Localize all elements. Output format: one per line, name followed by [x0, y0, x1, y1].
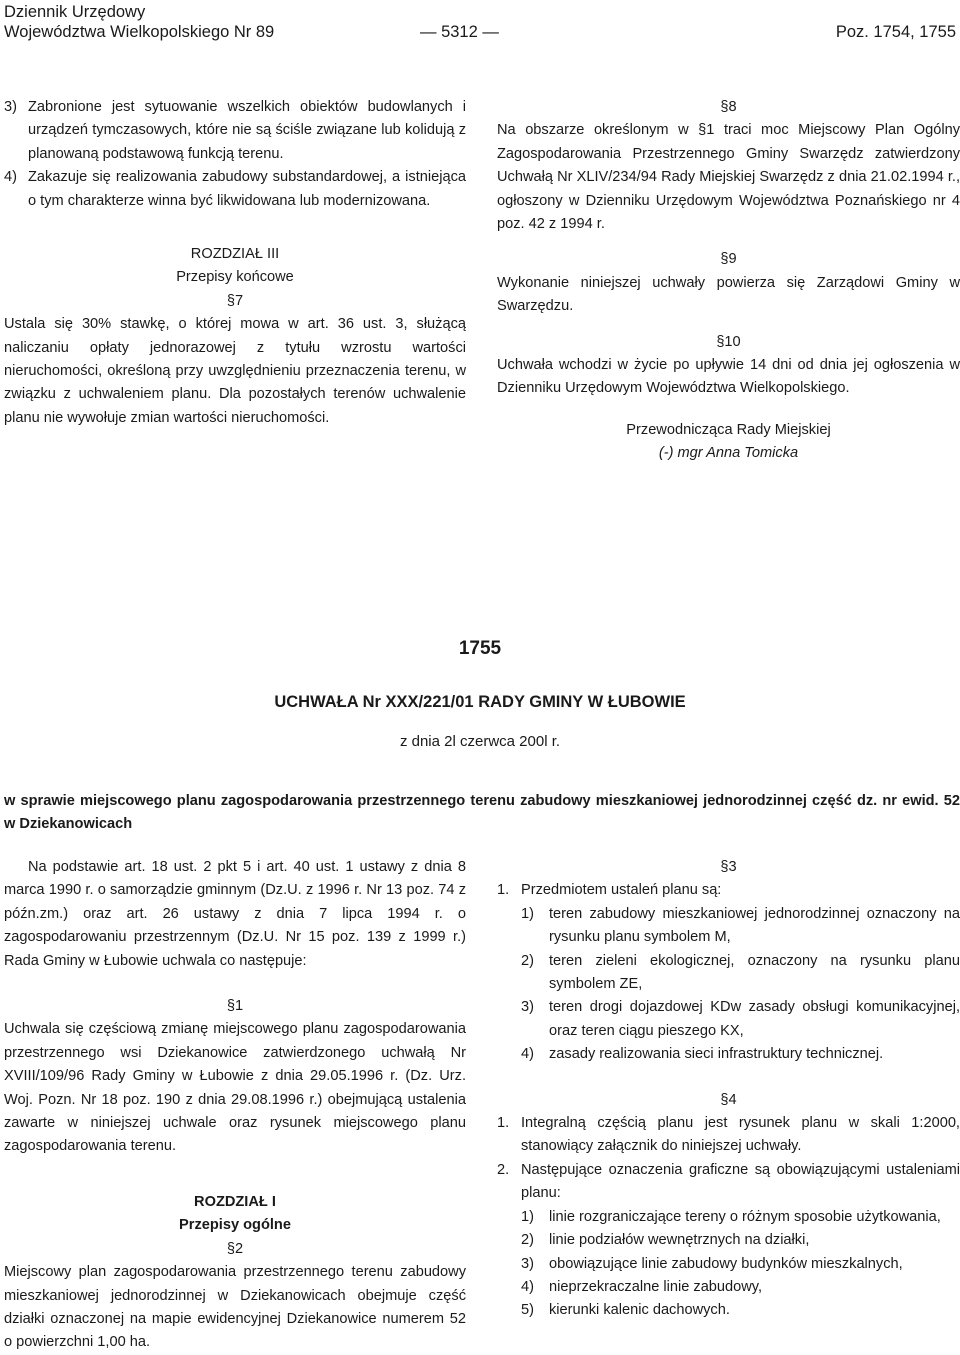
paragraph-number: §9 [720, 251, 737, 268]
sublist-item [497, 996, 960, 1043]
sublist-number: 2) [521, 1232, 534, 1249]
chapter-title: Przepisy końcowe [176, 269, 294, 286]
preamble: Na podstawie art. 18 ust. 2 pkt 5 i art. 40 ust. 1 ustawy z dnia 8 marca 1990 r. o samorządzie gminnym (Dz.U. z 1996 r. Nr 13 poz. 74 z późn.zm.) oraz art. 26 ustawy z dnia 7 lipca 1994 r. o zagospodarowaniu przestrzennym (Dz.U. Nr 15 poz. 139 z 1999 r.) Rada Gminy w Łubowie uchwala co następuje: [4, 859, 466, 969]
sublist-text: obowiązujące linie zabudowy budynków mieszkalnych, [549, 1255, 903, 1272]
sublist-number: 2) [521, 952, 534, 969]
top-right-column [497, 96, 960, 466]
paragraph-number: §7 [226, 292, 244, 309]
sublist-item [497, 903, 960, 950]
sublist-item [497, 1229, 960, 1252]
paragraph-number: §3 [720, 859, 737, 875]
signature-name: (-) mgr Anna Tomicka [658, 445, 799, 462]
sublist-item [497, 1276, 960, 1299]
list-item [497, 1112, 960, 1159]
list-item [497, 1159, 960, 1206]
list-item [4, 166, 466, 213]
paragraph-number: §4 [720, 1091, 737, 1108]
chapter-heading: ROZDZIAŁ I [194, 1193, 276, 1210]
sublist-item [497, 1043, 960, 1066]
top-left-column [4, 96, 466, 430]
paragraph-number: §1 [226, 998, 244, 1015]
chapter-title: Przepisy ogólne [179, 1217, 291, 1234]
bottom-right-column [497, 856, 960, 1323]
paragraph-text: Wykonanie niniejszej uchwały powierza się Zarządowi Gminy w Swarzędzu. [497, 274, 960, 315]
journal-title [4, 2, 274, 42]
sublist-text: teren drogi dojazdowej KDw zasady obsługi komunikacyjnej, oraz teren ciągu pieszego KX, [549, 999, 960, 1039]
sublist-text: zasady realizowania sieci infrastruktury technicznej. [549, 1046, 884, 1063]
act-date: z dnia 2l czerwca 200l r. [399, 733, 561, 750]
item-text: Zabronione jest sytuowanie wszelkich obiektów budowlanych i urządzeń tymczasowych, które nie są ściśle związane lub kolidują z planowaną podstawową funkcją terenu. [28, 99, 466, 162]
sublist-text: linie rozgraniczające tereny o różnym sposobie użytkowania, [549, 1208, 941, 1225]
sublist-text: teren zieleni ekologicznej, oznaczony na rysunku planu symbolem ZE, [549, 952, 960, 993]
item-number: 1. [497, 1115, 510, 1132]
section4-sublist [497, 1206, 960, 1323]
sublist-item [497, 1299, 960, 1322]
sublist-text: teren zabudowy mieszkaniowej jednorodzinnej oznaczony na rysunku planu symbolem M, [549, 905, 960, 946]
paragraph-text: Na obszarze określonym w §1 traci moc Miejscowy Plan Ogólny Zagospodarowania Przestrzennego Gminy Swarzędz zatwierdzony Uchwałą Nr XLIV/234/94 Rady Miejskiej Swarzędz z dnia 21.02.1994 r., ogłoszony w Dzienniku Urzędowym Województwa Poznańskiego nr 4 poz. 42 z 1994 r. [497, 122, 960, 233]
sublist-item [497, 1253, 960, 1276]
act-subject: w sprawie miejscowego planu zagospodarowania przestrzennego terenu zabudowy mieszkaniowej jednorodzinnej część dz. nr ewid. 52 w Dziekanowicach [4, 793, 960, 832]
item-text: Następujące oznaczenia graficzne są obowiązującymi ustaleniami planu: [521, 1161, 960, 1202]
act-title: UCHWAŁA Nr XXX/221/01 RADY GMINY W ŁUBOWIE [274, 693, 686, 711]
journal-title-line1: Dziennik Urzędowy [4, 3, 146, 21]
signature-title: Przewodnicząca Rady Miejskiej [626, 421, 831, 438]
sublist-item [497, 950, 960, 997]
sublist-number: 3) [521, 1255, 534, 1272]
item-text: Zakazuje się realizowania zabudowy substandardowej, a istniejąca o tym charakterze winna być likwidowana lub modernizowana. [28, 169, 466, 209]
section3-sublist [497, 903, 960, 1067]
position-numbers: Poz. 1754, 1755 [835, 23, 956, 41]
chapter-heading: ROZDZIAŁ III [190, 246, 280, 263]
item-number: 3) [4, 99, 17, 115]
sublist-number: 5) [521, 1302, 534, 1319]
item-text: Przedmiotem ustaleń planu są: [521, 882, 722, 899]
list-item [497, 879, 960, 902]
sublist-text: nieprzekraczalne linie zabudowy, [549, 1278, 763, 1295]
item-number: 4) [4, 169, 17, 186]
sublist-text: linie podziałów wewnętrznych na działki, [549, 1232, 810, 1249]
bottom-left-column [4, 856, 466, 1355]
sublist-number: 4) [521, 1046, 534, 1063]
sublist-number: 4) [521, 1278, 534, 1295]
sublist-number: 3) [521, 999, 534, 1016]
item-number: 2. [497, 1161, 510, 1178]
paragraph-text: Miejscowy plan zagospodarowania przestrzennego terenu zabudowy mieszkaniowej jednorodzinnej w Dziekanowicach obejmuje część działki oznaczonej na mapie ewidencyjnej Dziekanowice numerem 52 o powierzchni 1,00 ha. [4, 1264, 466, 1351]
sublist-number: 1) [521, 905, 534, 922]
page-number: — 5312 — [420, 23, 499, 41]
item-number: 1. [497, 882, 510, 899]
paragraph-number: §8 [720, 99, 737, 115]
act-number: 1755 [458, 638, 502, 659]
sublist-text: kierunki kalenic dachowych. [549, 1302, 730, 1319]
sublist-item [497, 1206, 960, 1229]
paragraph-text: Ustala się 30% stawkę, o której mowa w art. 36 ust. 3, służącą naliczaniu opłaty jednorazowej z tytułu wzrostu wartości nieruchomości, określoną przy uwzględnieniu przeznaczenia terenu, w związku z uchwaleniem planu. Dla pozostałych terenów uchwalenie planu nie wywołuje zmian wartości nieruchomości. [4, 316, 466, 426]
item-text: Integralną częścią planu jest rysunek planu w skali 1:2000, stanowiący załącznik do niniejszej uchwały. [521, 1115, 960, 1155]
sublist-number: 1) [521, 1208, 534, 1225]
list-item [4, 96, 466, 166]
paragraph-number: §10 [716, 333, 741, 350]
paragraph-number: §2 [226, 1240, 244, 1257]
paragraph-text: Uchwała wchodzi w życie po upływie 14 dni od dnia jej ogłoszenia w Dzienniku Urzędowym Województwa Wielkopolskiego. [497, 357, 960, 397]
paragraph-text: Uchwala się częściową zmianę miejscowego planu zagospodarowania przestrzennego wsi Dziekanowice zatwierdzonego uchwałą Nr XVIII/109/96 Rady Gminy w Łubowie z dnia 29.05.1996 r. (Dz. Urz. Woj. Pozn. Nr 18 poz. 190 z dnia 29.08.1996 r.) obejmującą ustalenia zawarte w niniejszej uchwale oraz rysunek miejscowego planu zagospodarowania terenu. [4, 1021, 466, 1155]
journal-title-line2: Województwa Wielkopolskiego Nr 89 [4, 23, 275, 41]
